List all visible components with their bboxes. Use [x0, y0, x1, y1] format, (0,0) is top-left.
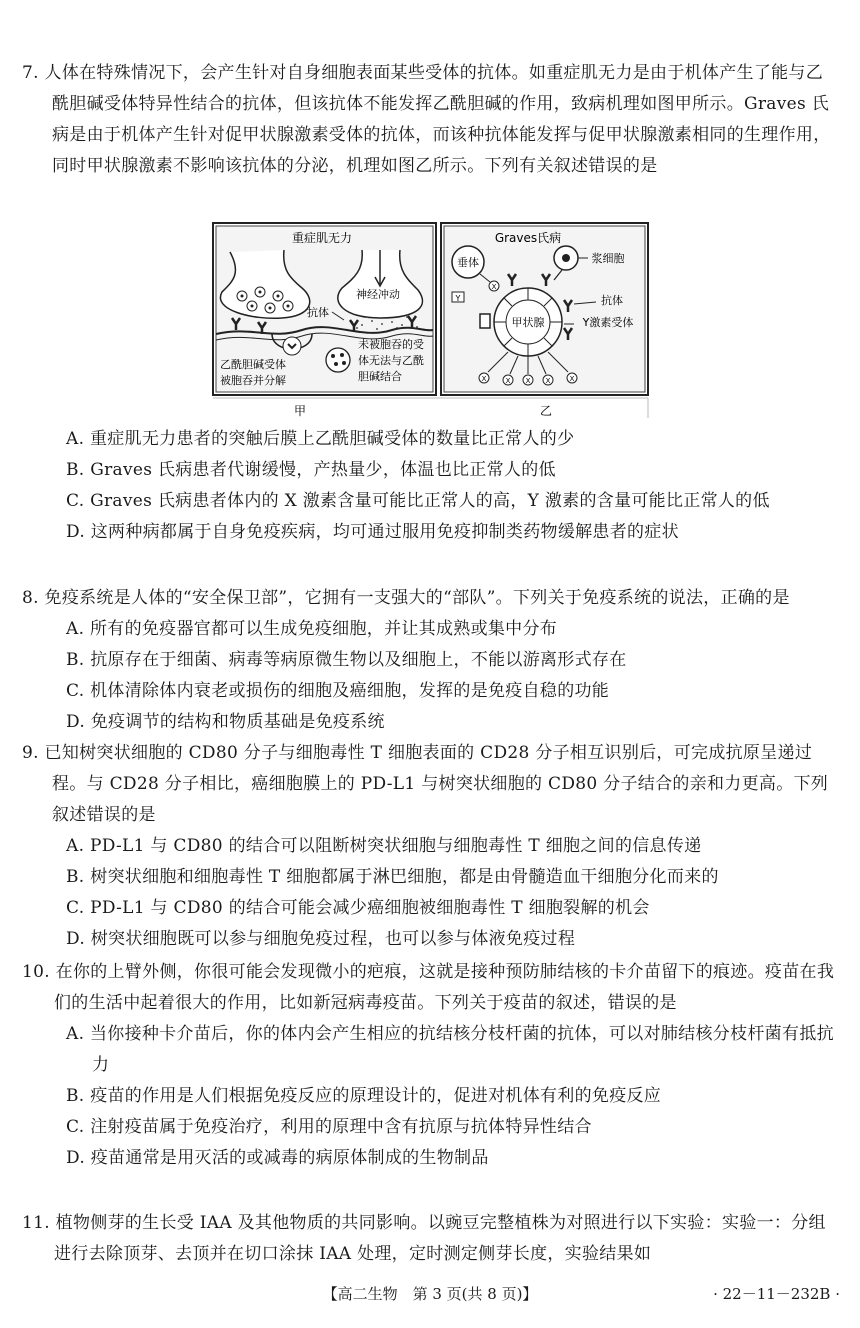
question-10-stem: 10. 在你的上臂外侧，你很可能会发现微小的疤痕，这就是接种预防肺结核的卡介苗留下的痕迹。疫苗在我们的生活中起着很大的作用，比如新冠病毒疫苗。下列关于疫苗的叙述，错误的是	[22, 962, 835, 1013]
option-9d: D. 树突状细胞既可以参与细胞免疫过程，也可以参与体液免疫过程	[66, 929, 576, 949]
note-endocytosed-l2: 被胞吞并分解	[220, 374, 286, 387]
option-8d: D. 免疫调节的结构和物质基础是免疫系统	[66, 712, 385, 732]
x-hormone-mark: X	[481, 375, 487, 383]
caption-jia: 甲	[293, 404, 307, 418]
question-7	[22, 58, 838, 182]
option-7d: D. 这两种病都属于自身免疫疾病，均可通过服用免疫抑制类药物缓解患者的症状	[66, 522, 679, 542]
option-10a: A. 当你接种卡介苗后，你的体内会产生相应的抗结核分枝杆菌的抗体，可以对肺结核分枝杆菌有抵抗力	[66, 1024, 834, 1075]
note-endocytosed-l1: 乙酰胆碱受体	[220, 358, 286, 371]
x-hormone-mark: X	[569, 375, 575, 383]
panel-right-title: Graves氏病	[494, 231, 562, 245]
label-thyroid: 甲状腺	[511, 316, 545, 329]
question-10	[22, 957, 838, 1174]
option-7b: B. Graves 氏病患者代谢缓慢，产热量少，体温也比正常人的低	[66, 460, 556, 480]
question-9	[22, 738, 838, 955]
label-left-antibody: 抗体	[307, 306, 329, 319]
question-9-stem: 9. 已知树突状细胞的 CD80 分子与细胞毒性 T 细胞表面的 CD28 分子相互识别后，可完成抗原呈递过程。与 CD28 分子相比，癌细胞膜上的 PD-L1 与树突状细胞的 CD80 分子结合的亲和力更高。下列叙述错误的是	[22, 743, 829, 825]
label-y-receptor: Y激素受体	[582, 316, 634, 329]
question-7-options	[22, 424, 838, 548]
option-7a: A. 重症肌无力患者的突触后膜上乙酰胆碱受体的数量比正常人的少	[66, 429, 575, 449]
question-11-stem: 11. 植物侧芽的生长受 IAA 及其他物质的共同影响。以豌豆完整植株为对照进行以下实验：实验一：分组进行去除顶芽、去顶并在切口涂抹 IAA 处理，定时测定侧芽长度，实验结果如	[22, 1213, 826, 1264]
label-nerve-impulse: 神经冲动	[356, 288, 400, 301]
x-hormone-mark: X	[545, 377, 551, 385]
question-11	[22, 1208, 838, 1270]
label-plasma-cell: 浆细胞	[591, 252, 625, 265]
label-pituitary: 垂体	[457, 256, 479, 269]
label-right-antibody: 抗体	[601, 294, 623, 307]
question-8	[22, 583, 838, 738]
panel-left-title: 重症肌无力	[291, 231, 353, 245]
figure-immune-mechanism	[212, 222, 650, 418]
page-code: · 22－11－232B ·	[713, 1285, 840, 1303]
x-hormone-mark: X	[505, 377, 511, 385]
option-8b: B. 抗原存在于细菌、病毒等病原微生物以及细胞上，不能以游离形式存在	[66, 650, 627, 670]
option-8c: C. 机体清除体内衰老或损伤的细胞及癌细胞，发挥的是免疫自稳的功能	[66, 681, 610, 701]
option-8a: A. 所有的免疫器官都可以生成免疫细胞，并让其成熟或集中分布	[66, 619, 558, 639]
question-8-stem: 8. 免疫系统是人体的“安全保卫部”，它拥有一支强大的“部队”。下列关于免疫系统的说法，正确的是	[22, 588, 790, 608]
note-unbound-l1: 未被胞吞的受	[358, 338, 424, 351]
option-10b: B. 疫苗的作用是人们根据免疫反应的原理设计的，促进对机体有利的免疫反应	[66, 1086, 662, 1106]
option-9b: B. 树突状细胞和细胞毒性 T 细胞都属于淋巴细胞，都是由骨髓造血干细胞分化而来的	[66, 867, 719, 887]
y-hormone-mark: Y	[455, 294, 461, 303]
x-hormone-mark: X	[525, 377, 531, 385]
question-7-stem: 7. 人体在特殊情况下，会产生针对自身细胞表面某些受体的抗体。如重症肌无力是由于机体产生了能与乙酰胆碱受体特异性结合的抗体，但该抗体不能发挥乙酰胆碱的作用，致病机理如图甲所示。Graves 氏病是由于机体产生针对促甲状腺激素受体的抗体，而该种抗体能发挥与促甲状腺激素相同的生理作用，同时甲状腺激素不影响该抗体的分泌，机理如图乙所示。下列有关叙述错误的是	[22, 63, 831, 176]
option-10c: C. 注射疫苗属于免疫治疗，利用的原理中含有抗原与抗体特异性结合	[66, 1117, 592, 1137]
note-unbound-l2: 体无法与乙酰	[358, 354, 424, 367]
option-9a: A. PD-L1 与 CD80 的结合可以阻断树突状细胞与细胞毒性 T 细胞之间的信息传递	[66, 836, 702, 856]
option-9c: C. PD-L1 与 CD80 的结合可能会减少癌细胞被细胞毒性 T 细胞裂解的机会	[66, 898, 650, 918]
page-footer: 【高二生物 第 3 页(共 8 页)】	[322, 1285, 538, 1303]
option-7c: C. Graves 氏病患者体内的 X 激素含量可能比正常人的高，Y 激素的含量可能比正常人的低	[66, 491, 770, 511]
panel-myasthenia	[213, 223, 436, 395]
caption-yi: 乙	[539, 404, 553, 418]
option-10d: D. 疫苗通常是用灭活的或减毒的病原体制成的生物制品	[66, 1148, 489, 1168]
panel-graves	[441, 223, 648, 395]
note-unbound-l3: 胆碱结合	[358, 370, 402, 383]
x-hormone-mark-top: X	[491, 283, 497, 291]
